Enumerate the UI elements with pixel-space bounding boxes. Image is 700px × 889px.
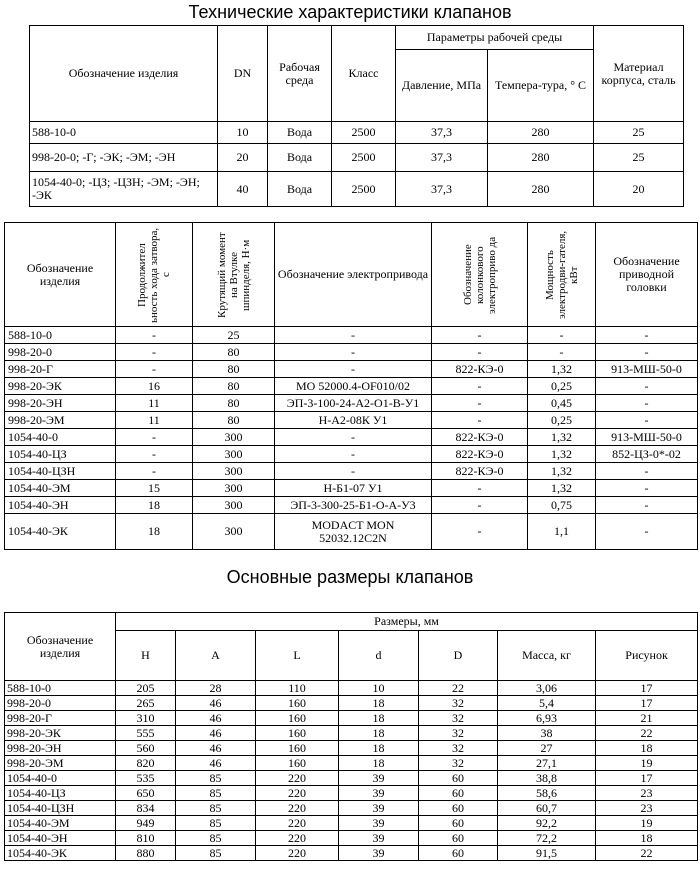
table-cell: 21 [596,711,698,726]
table-cell: 22 [419,681,498,696]
table-cell: 85 [176,831,256,846]
table-cell: 1054-40-ЭК [5,514,116,550]
table-row [5,711,698,726]
table-cell: 852-ЦЗ-0*-02 [596,446,698,463]
table-cell: 25 [594,122,684,144]
table-cell: 27 [498,741,596,756]
table-cell: 25 [594,144,684,172]
table-cell: 1054-40-ЭК [5,846,116,861]
actuator-table [4,222,698,550]
table-cell: 220 [256,816,339,831]
table-cell: 5,4 [498,696,596,711]
table-cell: 25 [193,327,275,344]
table-cell: 280 [488,122,594,144]
table-row [5,344,698,361]
table-cell: 1054-40-0; -ЦЗ; -ЦЗН; -ЭМ; -ЭН; -ЭК [30,172,218,207]
table-cell: - [275,344,432,361]
table-cell: 3,06 [498,681,596,696]
table-cell: 160 [256,711,339,726]
table-cell: - [116,344,193,361]
table-cell: 913-МШ-50-0 [596,361,698,378]
table-cell: 300 [193,497,275,514]
table-row [5,480,698,497]
table-cell: - [116,446,193,463]
table-cell: 998-20-ЭМ [5,412,116,429]
table-cell: 1054-40-0 [5,771,116,786]
table-cell: 60 [419,846,498,861]
table-cell: 220 [256,846,339,861]
table-cell: Вода [268,144,332,172]
table-cell: - [432,378,528,395]
table-cell: 300 [193,429,275,446]
table-row [30,122,684,144]
table-cell: 46 [176,711,256,726]
header-pressure: Давление, МПа [396,50,488,122]
table-cell: 80 [193,361,275,378]
table-cell: 18 [116,497,193,514]
table-cell: 39 [339,786,419,801]
table-cell: Вода [268,172,332,207]
table-cell: - [275,327,432,344]
table-cell: 160 [256,696,339,711]
header3-d-small: d [339,631,419,681]
table-cell: 160 [256,726,339,741]
table-cell: 32 [419,711,498,726]
table-cell: 280 [488,144,594,172]
table-cell: 60 [419,786,498,801]
table-cell: 265 [116,696,176,711]
table-row [5,361,698,378]
table-cell: 998-20-0 [5,696,116,711]
table-cell: 822-КЭ-0 [432,361,528,378]
table-cell: 80 [193,378,275,395]
table-cell: 17 [596,681,698,696]
table-cell: 998-20-0 [5,344,116,361]
table-cell: 6,93 [498,711,596,726]
table-cell: 10 [339,681,419,696]
table-row [5,831,698,846]
table-row [5,378,698,395]
table-cell: ЭП-3-300-25-Б1-О-А-У3 [275,497,432,514]
table-cell: - [528,327,596,344]
table-cell: 300 [193,514,275,550]
table-cell: 85 [176,801,256,816]
table-cell: 300 [193,446,275,463]
table-cell: 1,1 [528,514,596,550]
table-row [5,463,698,480]
header-material: Материал корпуса, сталь [594,26,684,122]
table-cell: 998-20-ЭК [5,726,116,741]
table-cell: 20 [594,172,684,207]
table-cell: 85 [176,846,256,861]
table-cell: Вода [268,122,332,144]
table-cell: 23 [596,786,698,801]
header-dn: DN [218,26,268,122]
table-cell: 11 [116,412,193,429]
header2-actuator: Обозначение электропривода [275,223,432,327]
table-cell: 205 [116,681,176,696]
table-cell: 1054-40-ЦЗ [5,446,116,463]
table-cell: 10 [218,122,268,144]
table-cell: 1054-40-ЦЗН [5,801,116,816]
table-cell: - [116,361,193,378]
dimensions-table [4,612,698,861]
table-row [5,801,698,816]
table-cell: 91,5 [498,846,596,861]
table-cell: 588-10-0 [5,327,116,344]
table-cell: Н-А2-08К У1 [275,412,432,429]
table-cell: 80 [193,412,275,429]
table-row [5,696,698,711]
table-cell: 11 [116,395,193,412]
table-cell: 822-КЭ-0 [432,463,528,480]
table-cell: 60 [419,771,498,786]
table-cell: 18 [339,741,419,756]
table-cell: 998-20-ЭН [5,395,116,412]
table-cell: 2500 [332,122,396,144]
table-cell: 23 [596,801,698,816]
table-cell: 1,32 [528,361,596,378]
table-cell: 998-20-0; -Г; -ЭК; -ЭМ; -ЭН [30,144,218,172]
table-cell: 810 [116,831,176,846]
table-row [5,846,698,861]
table-cell: 32 [419,726,498,741]
table-cell: - [116,429,193,446]
table-cell: - [116,463,193,480]
table-cell: 998-20-ЭМ [5,756,116,771]
table-cell: 20 [218,144,268,172]
table-row [5,741,698,756]
table-cell: 40 [218,172,268,207]
header3-sizes: Размеры, мм [116,613,698,631]
table-cell: 18 [339,696,419,711]
table-cell: 220 [256,831,339,846]
header-class: Класс [332,26,396,122]
table-cell: 22 [596,726,698,741]
header-params: Параметры рабочей среды [396,26,594,50]
table-cell: 39 [339,831,419,846]
table-cell: 560 [116,741,176,756]
table-cell: 18 [339,726,419,741]
table-cell: 18 [339,711,419,726]
table-cell: - [596,497,698,514]
header2-designation: Обозначение изделия [5,223,116,327]
table-cell: 46 [176,726,256,741]
table-cell: - [596,395,698,412]
table-row [5,395,698,412]
table-row [5,786,698,801]
header3-designation: Обозначение изделия [5,613,116,681]
header3-figure: Рисунок [596,631,698,681]
table-cell: 220 [256,771,339,786]
table-row [5,429,698,446]
table-cell: 300 [193,480,275,497]
header-temperature: Темпера-тура, ° С [488,50,594,122]
table-row [5,446,698,463]
table-cell: - [432,395,528,412]
table-cell: 27,1 [498,756,596,771]
table-cell: МО 52000.4-OF010/02 [275,378,432,395]
table-cell: - [275,446,432,463]
table-cell: 80 [193,395,275,412]
header2-drive-head: Обозначение приводной головки [596,223,698,327]
header2-torque: Крутящий момент на Втулке шпинделя, Н·м [215,231,252,318]
table-cell: 37,3 [396,144,488,172]
table-cell: 834 [116,801,176,816]
header3-mass: Масса, кг [498,631,596,681]
table-row [5,412,698,429]
table-row [5,514,698,550]
table1-title: Технические характеристики клапанов [188,2,512,22]
table-cell: 39 [339,801,419,816]
table-cell: 15 [116,480,193,497]
table-cell: 58,6 [498,786,596,801]
table-cell: 92,2 [498,816,596,831]
table-cell: 32 [419,756,498,771]
table-cell: 110 [256,681,339,696]
table-cell: 60 [419,816,498,831]
table-cell: - [275,463,432,480]
table-cell: 2500 [332,144,396,172]
table-cell: - [116,327,193,344]
table-cell: 85 [176,771,256,786]
table-cell: - [432,344,528,361]
header2-power: Мощность электродви-гателя, кВт [543,230,580,319]
table-cell: Н-Б1-07 У1 [275,480,432,497]
table-cell: 1054-40-ЭМ [5,480,116,497]
table-cell: 1054-40-ЭН [5,497,116,514]
header2-column-actuator: Обозначение колонкового электроприво да [461,235,498,314]
table-cell: - [432,497,528,514]
table-cell: - [432,480,528,497]
table2-body [5,327,698,550]
table-cell: 0,25 [528,378,596,395]
header2-duration: Продолжител ьность хода затвора, с [136,226,172,323]
table1-body [30,122,684,207]
table-cell: 913-МШ-50-0 [596,429,698,446]
table-row [30,144,684,172]
table-cell: 85 [176,786,256,801]
table-cell: - [275,361,432,378]
table-cell: 80 [193,344,275,361]
table-cell: 37,3 [396,172,488,207]
table-cell: - [596,378,698,395]
table-cell: 32 [419,741,498,756]
table-cell: - [596,327,698,344]
table-cell: 46 [176,696,256,711]
table-cell: 949 [116,816,176,831]
table-cell: 60 [419,801,498,816]
table-row [5,327,698,344]
table-cell: - [432,514,528,550]
table-cell: 39 [339,846,419,861]
table-cell: 280 [488,172,594,207]
table-cell: - [596,463,698,480]
table-cell: 998-20-Г [5,711,116,726]
table-row [5,756,698,771]
table-cell: 998-20-ЭН [5,741,116,756]
table-cell: 85 [176,816,256,831]
table-cell: 310 [116,711,176,726]
table-cell: 46 [176,741,256,756]
table-cell: - [596,480,698,497]
header3-a: A [176,631,256,681]
table-cell: MODACT MON 52032.12C2N [275,514,432,550]
table-cell: 220 [256,801,339,816]
table-cell: - [596,514,698,550]
table-cell: 1054-40-ЦЗН [5,463,116,480]
table-cell: 588-10-0 [5,681,116,696]
table-cell: 0,45 [528,395,596,412]
table-cell: - [596,412,698,429]
table-cell: 300 [193,463,275,480]
header3-l: L [256,631,339,681]
table-cell: 17 [596,696,698,711]
table-cell: 588-10-0 [30,122,218,144]
table-row [5,771,698,786]
table-cell: 822-КЭ-0 [432,429,528,446]
table-cell: - [275,429,432,446]
table-cell: 820 [116,756,176,771]
table-cell: 650 [116,786,176,801]
header-medium: Рабочая среда [268,26,332,122]
table-cell: 19 [596,816,698,831]
table3-body [5,681,698,861]
table-cell: 880 [116,846,176,861]
table-cell: 22 [596,846,698,861]
table-cell: 37,3 [396,122,488,144]
table-cell: 1054-40-ЦЗ [5,786,116,801]
table-cell: 38,8 [498,771,596,786]
table-cell: 18 [596,741,698,756]
table-cell: - [432,327,528,344]
header3-h: H [116,631,176,681]
table-cell: 39 [339,771,419,786]
table-cell: 0,25 [528,412,596,429]
table-cell: 1054-40-0 [5,429,116,446]
table-row [5,816,698,831]
valve-specs-table [29,25,684,207]
table-cell: 998-20-Г [5,361,116,378]
table-cell: 0,75 [528,497,596,514]
table-cell: ЭП-3-100-24-А2-О1-В-У1 [275,395,432,412]
table-cell: 1,32 [528,463,596,480]
table-cell: 535 [116,771,176,786]
table-cell: 1054-40-ЭМ [5,816,116,831]
table-cell: 60 [419,831,498,846]
table-cell: 1,32 [528,480,596,497]
table-cell: 39 [339,816,419,831]
table-cell: 1,32 [528,429,596,446]
header3-d-big: D [419,631,498,681]
table-cell: 220 [256,786,339,801]
table-cell: 18 [116,514,193,550]
table-cell: 1,32 [528,446,596,463]
table-cell: 60,7 [498,801,596,816]
table-cell: 38 [498,726,596,741]
table-cell: - [596,344,698,361]
table-cell: - [432,412,528,429]
table-cell: 2500 [332,172,396,207]
table-cell: 16 [116,378,193,395]
table-cell: 18 [339,756,419,771]
table-row [30,172,684,207]
table-cell: 160 [256,756,339,771]
table-cell: 19 [596,756,698,771]
table-cell: 998-20-ЭК [5,378,116,395]
table-cell: - [528,344,596,361]
table-cell: 160 [256,741,339,756]
table-cell: 17 [596,771,698,786]
table-cell: 555 [116,726,176,741]
table-cell: 28 [176,681,256,696]
table-row [5,497,698,514]
header-designation: Обозначение изделия [30,26,218,122]
table-cell: 1054-40-ЭН [5,831,116,846]
table-cell: 18 [596,831,698,846]
table3-title: Основные размеры клапанов [226,567,474,587]
table-cell: 72,2 [498,831,596,846]
table-row [5,726,698,741]
table-cell: 46 [176,756,256,771]
table-cell: 822-КЭ-0 [432,446,528,463]
table-row [5,681,698,696]
table-cell: 32 [419,696,498,711]
